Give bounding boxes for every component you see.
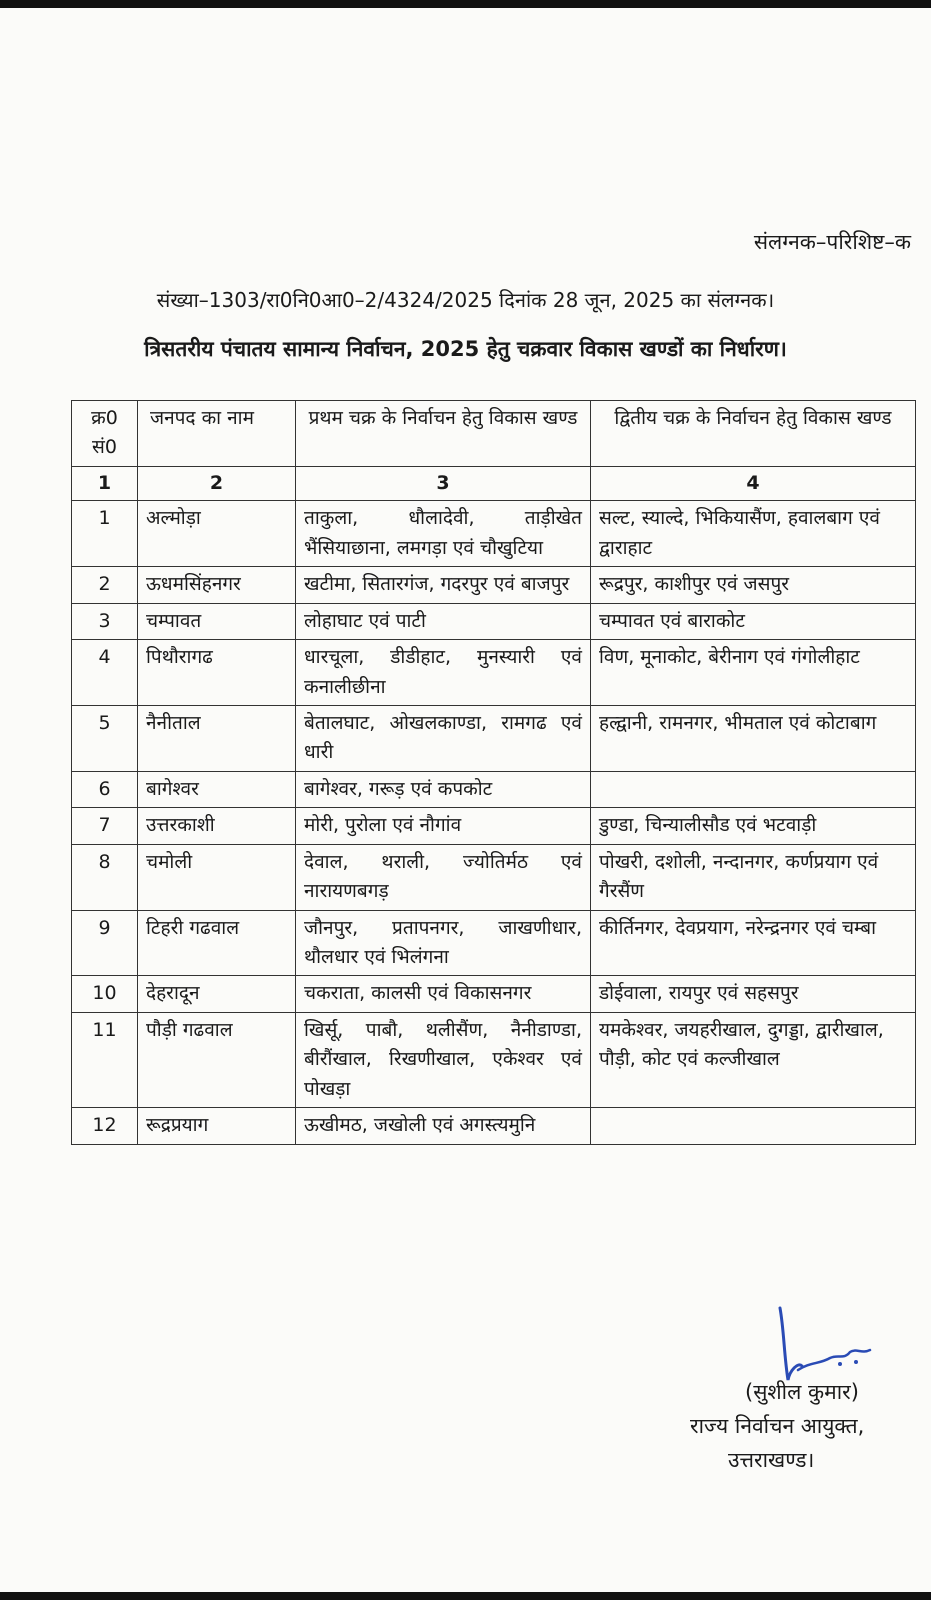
phase1-cell: देवाल, थराली, ज्योतिर्मठ एवं नारायणबगड़ xyxy=(296,844,591,910)
development-blocks-table xyxy=(71,400,916,1145)
reference-line: संख्या–1303/रा0नि0आ0–2/4324/2025 दिनांक 28 जून, 2025 का संलग्नक। xyxy=(156,288,775,312)
signatory-place: उत्तराखण्ड। xyxy=(728,1448,815,1472)
phase2-cell xyxy=(591,1108,916,1144)
document-title: त्रिसतरीय पंचातय सामान्य निर्वाचन, 2025 हेतु चक्रवार विकास खण्डों का निर्धारण। xyxy=(144,337,787,361)
column-number: 4 xyxy=(591,466,916,500)
table-header-row xyxy=(72,401,916,467)
table-row xyxy=(72,705,916,771)
district-cell: रूद्रप्रयाग xyxy=(138,1108,296,1144)
table-row xyxy=(72,640,916,706)
header-phase2: द्वितीय चक्र के निर्वाचन हेतु विकास खण्ड xyxy=(591,401,916,467)
top-border xyxy=(0,0,931,8)
phase1-cell: ऊखीमठ, जखोली एवं अगस्त्यमुनि xyxy=(296,1108,591,1144)
serial-cell: 5 xyxy=(72,705,138,771)
phase2-cell: यमकेश्वर, जयहरीखाल, दुगड्डा, द्वारीखाल, पौड़ी, कोट एवं कल्जीखाल xyxy=(591,1012,916,1107)
phase2-cell: रूद्रपुर, काशीपुर एवं जसपुर xyxy=(591,567,916,603)
header-phase1: प्रथम चक्र के निर्वाचन हेतु विकास खण्ड xyxy=(296,401,591,467)
phase1-cell: लोहाघाट एवं पाटी xyxy=(296,603,591,639)
phase2-cell xyxy=(591,771,916,807)
signatory-designation: राज्य निर्वाचन आयुक्त, xyxy=(690,1414,865,1438)
district-cell: पिथौरागढ xyxy=(138,640,296,706)
serial-cell: 6 xyxy=(72,771,138,807)
phase1-cell: खटीमा, सितारगंज, गदरपुर एवं बाजपुर xyxy=(296,567,591,603)
phase1-cell: ताकुला, धौलादेवी, ताड़ीखेत भैंसियाछाना, लमगड़ा एवं चौखुटिया xyxy=(296,501,591,567)
phase1-cell: बागेश्वर, गरूड़ एवं कपकोट xyxy=(296,771,591,807)
phase2-cell: विण, मूनाकोट, बेरीनाग एवं गंगोलीहाट xyxy=(591,640,916,706)
table-row xyxy=(72,603,916,639)
table-row xyxy=(72,567,916,603)
table-row xyxy=(72,1012,916,1107)
serial-cell: 4 xyxy=(72,640,138,706)
serial-cell: 1 xyxy=(72,501,138,567)
table-row xyxy=(72,771,916,807)
phase1-cell: बेतालघाट, ओखलकाण्डा, रामगढ एवं धारी xyxy=(296,705,591,771)
district-cell: नैनीताल xyxy=(138,705,296,771)
column-number: 2 xyxy=(138,466,296,500)
district-cell: अल्मोड़ा xyxy=(138,501,296,567)
column-number: 1 xyxy=(72,466,138,500)
table-row xyxy=(72,808,916,844)
district-cell: बागेश्वर xyxy=(138,771,296,807)
phase2-cell: कीर्तिनगर, देवप्रयाग, नरेन्द्रनगर एवं चम्बा xyxy=(591,910,916,976)
handwritten-signature xyxy=(680,1300,920,1390)
district-cell: देहरादून xyxy=(138,976,296,1012)
serial-cell: 10 xyxy=(72,976,138,1012)
phase2-cell: हल्द्वानी, रामनगर, भीमताल एवं कोटाबाग xyxy=(591,705,916,771)
district-cell: चमोली xyxy=(138,844,296,910)
serial-cell: 12 xyxy=(72,1108,138,1144)
table-row xyxy=(72,976,916,1012)
district-cell: टिहरी गढवाल xyxy=(138,910,296,976)
table-row xyxy=(72,844,916,910)
phase2-cell: सल्ट, स्याल्दे, भिकियासैंण, हवालबाग एवं द्वाराहाट xyxy=(591,501,916,567)
phase1-cell: धारचूला, डीडीहाट, मुनस्यारी एवं कनालीछीना xyxy=(296,640,591,706)
serial-cell: 11 xyxy=(72,1012,138,1107)
header-district: जनपद का नाम xyxy=(138,401,296,467)
district-cell: उत्तरकाशी xyxy=(138,808,296,844)
signatory-name: (सुशील कुमार) xyxy=(745,1380,859,1404)
phase2-cell: चम्पावत एवं बाराकोट xyxy=(591,603,916,639)
table-row xyxy=(72,1108,916,1144)
column-number-row xyxy=(72,466,916,500)
serial-cell: 7 xyxy=(72,808,138,844)
phase1-cell: खिर्सू, पाबौ, थलीसैंण, नैनीडाण्डा, बीरौंखाल, रिखणीखाल, एकेश्वर एवं पोखड़ा xyxy=(296,1012,591,1107)
phase2-cell: डुण्डा, चिन्यालीसौड एवं भटवाड़ी xyxy=(591,808,916,844)
table-row xyxy=(72,910,916,976)
column-number: 3 xyxy=(296,466,591,500)
phase1-cell: जौनपुर, प्रतापनगर, जाखणीधार, थौलधार एवं भिलंगना xyxy=(296,910,591,976)
serial-cell: 9 xyxy=(72,910,138,976)
phase1-cell: मोरी, पुरोला एवं नौगांव xyxy=(296,808,591,844)
district-cell: चम्पावत xyxy=(138,603,296,639)
header-serial: क्र0 सं0 xyxy=(72,401,138,467)
serial-cell: 3 xyxy=(72,603,138,639)
phase2-cell: डोईवाला, रायपुर एवं सहसपुर xyxy=(591,976,916,1012)
district-cell: पौड़ी गढवाल xyxy=(138,1012,296,1107)
phase2-cell: पोखरी, दशोली, नन्दानगर, कर्णप्रयाग एवं गैरसैंण xyxy=(591,844,916,910)
serial-cell: 8 xyxy=(72,844,138,910)
bottom-border xyxy=(0,1592,931,1600)
serial-cell: 2 xyxy=(72,567,138,603)
district-cell: ऊधमसिंहनगर xyxy=(138,567,296,603)
phase1-cell: चकराता, कालसी एवं विकासनगर xyxy=(296,976,591,1012)
table-row xyxy=(72,501,916,567)
annexure-label: संलग्नक–परिशिष्ट–क xyxy=(753,230,911,254)
